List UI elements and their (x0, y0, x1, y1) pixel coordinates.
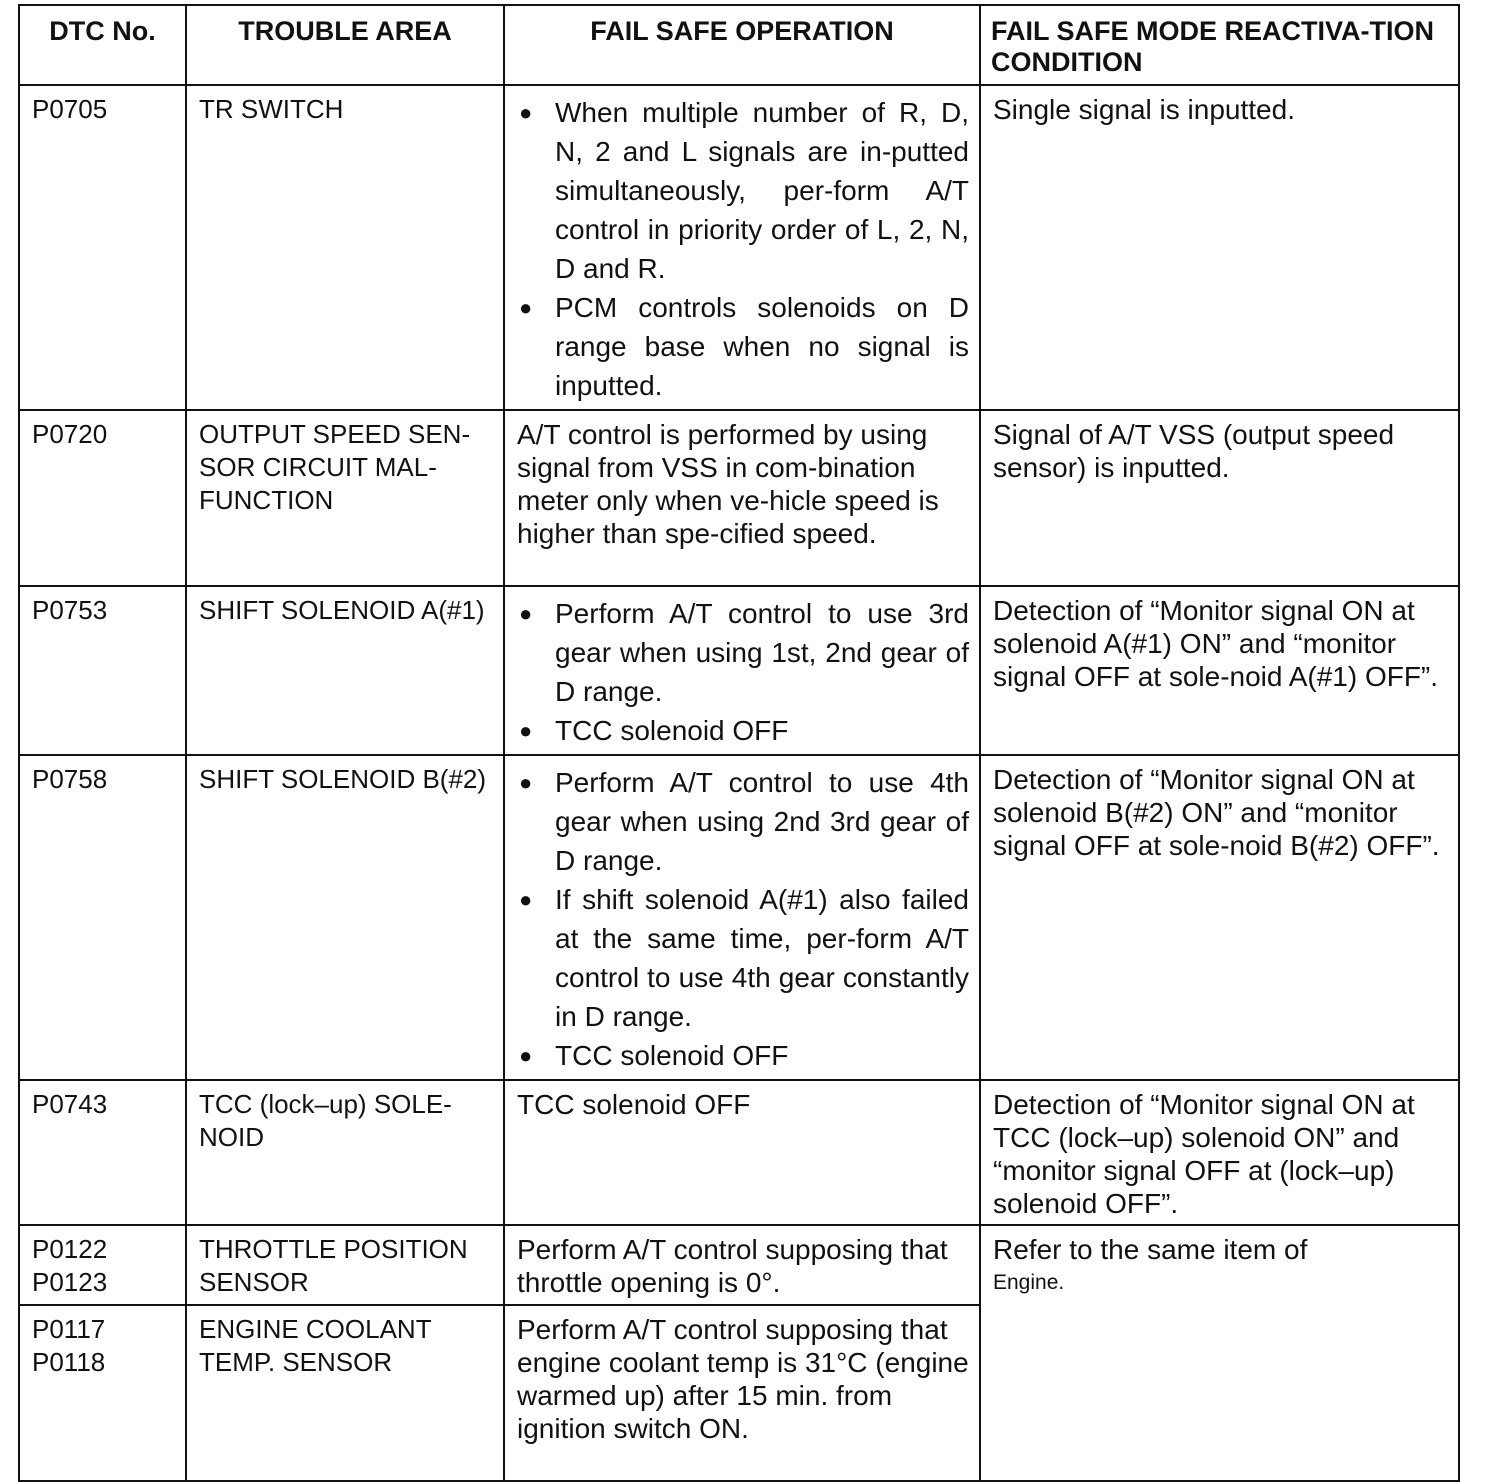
trouble-area-cell: SHIFT SOLENOID B(#2) (186, 755, 504, 1080)
operation-bullet: ● When multiple number of R, D, N, 2 and L signals are in-putted simultaneously, per-form A/T control in priority order of L, 2, N, D and R. (517, 93, 969, 288)
dtc-code-cell (19, 85, 186, 410)
operation-cell: Perform A/T control supposing that engine coolant temp is 31°C (engine warmed up) after 15 min. from ignition switch ON. (504, 1305, 980, 1481)
trouble-area-cell: TCC (lock–up) SOLE-NOID (186, 1080, 504, 1225)
table-row (19, 1080, 1459, 1225)
operation-bullet: ● TCC solenoid OFF (517, 711, 969, 750)
operation-cell: A/T control is performed by using signal from VSS in com-bination meter only when ve-hicle speed is higher than spe-cified speed. (504, 410, 980, 586)
dtc-code: P0753 (32, 595, 108, 625)
fail-safe-table (18, 4, 1460, 1482)
dtc-code: P0123 (32, 1267, 108, 1297)
dtc-code-cell (19, 755, 186, 1080)
fail-safe-document (18, 4, 1458, 1482)
table-row (19, 586, 1459, 755)
dtc-code: P0743 (32, 1089, 108, 1119)
header-reactivation-condition: FAIL SAFE MODE REACTIVA-TION CONDITION (980, 5, 1459, 85)
reactivation-cell: Detection of “Monitor signal ON at solenoid B(#2) ON” and “monitor signal OFF at sole-noid B(#2) OFF”. (980, 755, 1459, 1080)
reactivation-text: Refer to the same item of (993, 1234, 1308, 1265)
trouble-area-cell: OUTPUT SPEED SEN-SOR CIRCUIT MAL-FUNCTION (186, 410, 504, 586)
operation-bullet: ● If shift solenoid A(#1) also failed at the same time, per-form A/T control to use 4th gear constantly in D range. (517, 880, 969, 1036)
operation-bullet: ● Perform A/T control to use 3rd gear when using 1st, 2nd gear of D range. (517, 594, 969, 711)
header-trouble-area: TROUBLE AREA (186, 5, 504, 85)
table-row (19, 410, 1459, 586)
reactivation-cell: Signal of A/T VSS (output speed sensor) is inputted. (980, 410, 1459, 586)
table-row (19, 1225, 1459, 1305)
header-dtc: DTC No. (19, 5, 186, 85)
header-row (19, 5, 1459, 85)
reactivation-text-small: Engine. (993, 1271, 1065, 1294)
trouble-area-cell: SHIFT SOLENOID A(#1) (186, 586, 504, 755)
reactivation-cell: Detection of “Monitor signal ON at TCC (lock–up) solenoid ON” and “monitor signal OFF at (lock–up) solenoid OFF”. (980, 1080, 1459, 1225)
table-row (19, 755, 1459, 1080)
dtc-code: P0720 (32, 419, 108, 449)
operation-bullet: ● Perform A/T control to use 4th gear when using 2nd 3rd gear of D range. (517, 763, 969, 880)
dtc-code-cell (19, 1305, 186, 1481)
reactivation-cell: Single signal is inputted. (980, 85, 1459, 410)
operation-bullet: ● TCC solenoid OFF (517, 1036, 969, 1075)
operation-cell (504, 586, 980, 755)
operation-cell: TCC solenoid OFF (504, 1080, 980, 1225)
trouble-area-cell: TR SWITCH (186, 85, 504, 410)
operation-bullet: ● PCM controls solenoids on D range base when no signal is inputted. (517, 288, 969, 405)
reactivation-cell: Detection of “Monitor signal ON at solenoid A(#1) ON” and “monitor signal OFF at sole-noid A(#1) OFF”. (980, 586, 1459, 755)
dtc-code: P0117 (32, 1314, 106, 1344)
reactivation-cell (980, 1225, 1459, 1481)
dtc-code: P0758 (32, 764, 108, 794)
trouble-area-cell: THROTTLE POSITION SENSOR (186, 1225, 504, 1305)
dtc-code-cell (19, 586, 186, 755)
trouble-area-cell: ENGINE COOLANT TEMP. SENSOR (186, 1305, 504, 1481)
header-fail-safe-operation: FAIL SAFE OPERATION (504, 5, 980, 85)
operation-cell (504, 85, 980, 410)
dtc-code: P0118 (32, 1347, 106, 1377)
dtc-code: P0705 (32, 94, 108, 124)
dtc-code-cell (19, 1080, 186, 1225)
table-row (19, 85, 1459, 410)
dtc-code-cell (19, 410, 186, 586)
operation-cell (504, 755, 980, 1080)
dtc-code: P0122 (32, 1234, 108, 1264)
dtc-code-cell (19, 1225, 186, 1305)
operation-cell: Perform A/T control supposing that throttle opening is 0°. (504, 1225, 980, 1305)
